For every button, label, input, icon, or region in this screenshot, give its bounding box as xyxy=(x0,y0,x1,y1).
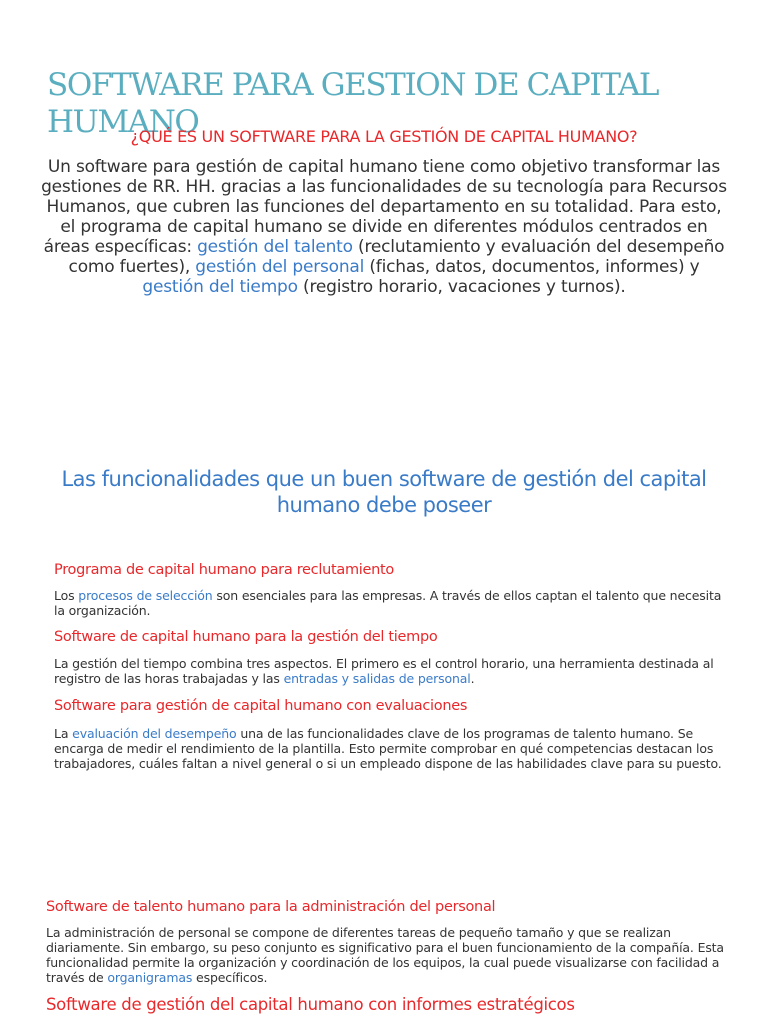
section-body-tiempo xyxy=(54,656,734,686)
section-text: son esenciales para las empresas. A través de ellos captan el talento que necesita la organización. xyxy=(54,588,722,618)
section-title-administracion: Software de talento humano para la administración del personal xyxy=(46,899,496,915)
link-gestion-talento[interactable]: gestión del talento xyxy=(197,237,353,257)
link-gestion-tiempo[interactable]: gestión del tiempo xyxy=(142,277,298,297)
intro-text: Un software para gestión de capital humano tiene como objetivo transformar las gestiones de RR. HH. gracias a las funcionalidades de su tecnología para Recursos Humanos, que cubren las funciones del departamento en su totalidad. Para esto, el programa de capital humano se divide en diferentes módulos centrados en áreas específicas: xyxy=(41,157,727,257)
section-body-administracion xyxy=(46,925,734,985)
intro-text: (reclutamiento y evaluación del desempeño como fuertes), xyxy=(68,237,725,277)
intro-text: (registro horario, vacaciones y turnos). xyxy=(297,277,626,297)
link-entradas-salidas[interactable]: entradas y salidas de personal xyxy=(283,671,471,686)
question-heading: ¿QUÉ ES UN SOFTWARE PARA LA GESTIÓN DE CAPITAL HUMANO? xyxy=(130,127,638,146)
link-procesos-seleccion[interactable]: procesos de selección xyxy=(78,588,213,603)
section-title-tiempo: Software de capital humano para la gestión del tiempo xyxy=(54,629,438,645)
section-text: La administración de personal se compone de diferentes tareas de pequeño tamaño y que se realizan diariamente. Sin embargo, su peso conjunto es significativo para el buen funcionamiento de la compañía. Esta funcionalidad permite la organización y coordinación de los equipos, la cual puede visualizarse con facilidad a través de xyxy=(46,925,724,985)
section-title-reclutamiento: Programa de capital humano para reclutamiento xyxy=(54,562,394,578)
link-organigramas[interactable]: organigramas xyxy=(107,970,193,985)
section-text: Los xyxy=(54,588,79,603)
section-title-evaluaciones: Software para gestión de capital humano con evaluaciones xyxy=(54,698,468,714)
section-text: La gestión del tiempo combina tres aspectos. El primero es el control horario, una herramienta destinada al registro de las horas trabajadas y las xyxy=(54,656,714,686)
intro-text: (fichas, datos, documentos, informes) y xyxy=(364,257,700,277)
features-heading: Las funcionalidades que un buen software de gestión del capital humano debe poseer xyxy=(61,467,707,517)
section-body-reclutamiento xyxy=(54,588,734,618)
section-title-informes: Software de gestión del capital humano con informes estratégicos xyxy=(46,995,575,1014)
section-text: una de las funcionalidades clave de los programas de talento humano. Se encarga de medir el rendimiento de la plantilla. Esto permite comprobar en qué competencias destacan los trabajadores, cuáles faltan a nivel general o si un empleado dispone de las habilidades clave para su puesto. xyxy=(54,726,722,771)
section-text: . xyxy=(470,671,475,686)
section-text: La xyxy=(54,726,73,741)
link-evaluacion-desempeno[interactable]: evaluación del desempeño xyxy=(72,726,237,741)
link-gestion-personal[interactable]: gestión del personal xyxy=(195,257,365,277)
section-body-evaluaciones xyxy=(54,726,734,771)
intro-paragraph xyxy=(40,157,728,297)
page-title: SOFTWARE PARA GESTION DE CAPITAL HUMANO xyxy=(47,66,658,140)
section-text: específicos. xyxy=(192,970,268,985)
